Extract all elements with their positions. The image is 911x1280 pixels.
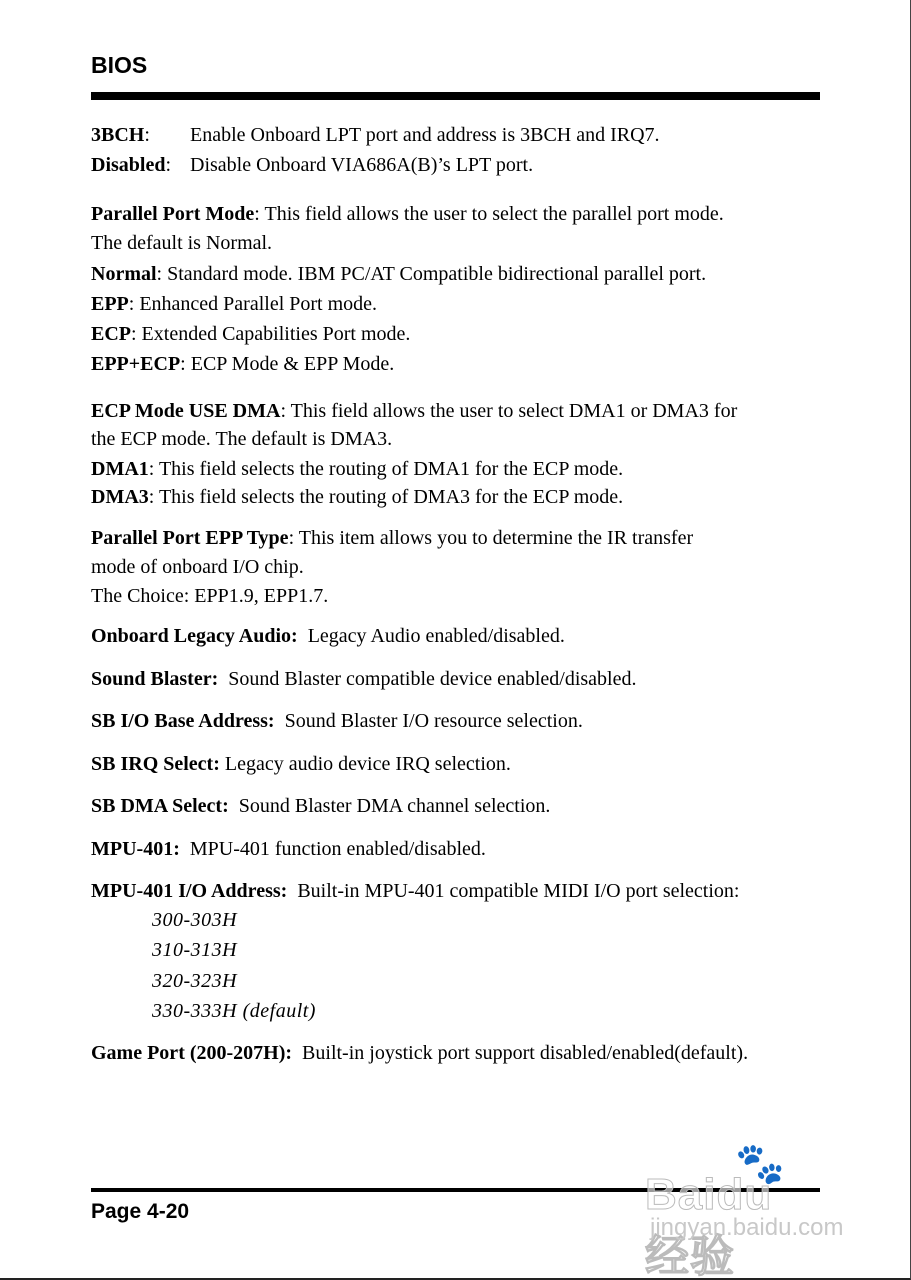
option-3bch: 3BCH: Enable Onboard LPT port and address is 3BCH and IRQ7.: [91, 124, 660, 146]
watermark-url: jingyan.baidu.com: [650, 1214, 844, 1241]
mode-epp-ecp: EPP+ECP: ECP Mode & EPP Mode.: [91, 353, 395, 375]
parallel-port-mode-default: The default is Normal.: [91, 232, 273, 254]
header-rule: [91, 92, 820, 100]
mpu-address-option: 330-333H (default): [152, 1000, 316, 1022]
watermark-brand: Baidu 经验: [645, 1170, 773, 1280]
epp-type-choice: The Choice: EPP1.9, EPP1.7.: [91, 585, 329, 607]
ecp-dma-desc: ECP Mode USE DMA: This field allows the user to select DMA1 or DMA3 for: [91, 400, 738, 422]
mpu-address-option: 320-323H: [152, 970, 238, 992]
page-number: Page 4-20: [91, 1200, 190, 1223]
mode-normal: Normal: Standard mode. IBM PC/AT Compatible bidirectional parallel port.: [91, 263, 707, 285]
page-header-title: BIOS: [91, 52, 148, 78]
paw-icon: 🐾: [735, 1142, 785, 1186]
mpu-address-option: 310-313H: [152, 939, 238, 961]
sb-dma-select: SB DMA Select: Sound Blaster DMA channel selection.: [91, 795, 551, 817]
dma3: DMA3: This field selects the routing of DMA3 for the ECP mode.: [91, 486, 624, 508]
epp-type-desc-2: mode of onboard I/O chip.: [91, 556, 304, 578]
parallel-port-mode-desc: Parallel Port Mode: This field allows the user to select the parallel port mode.: [91, 203, 724, 225]
sound-blaster: Sound Blaster: Sound Blaster compatible device enabled/disabled.: [91, 668, 637, 690]
epp-type-desc: Parallel Port EPP Type: This item allows you to determine the IR transfer: [91, 527, 694, 549]
sb-irq-select: SB IRQ Select: Legacy audio device IRQ selection.: [91, 753, 511, 775]
mpu-401-io-address: MPU-401 I/O Address: Built-in MPU-401 compatible MIDI I/O port selection:: [91, 880, 740, 902]
mpu-address-option: 300-303H: [152, 909, 238, 931]
mode-epp: EPP: Enhanced Parallel Port mode.: [91, 293, 378, 315]
game-port: Game Port (200-207H): Built-in joystick port support disabled/enabled(default).: [91, 1042, 749, 1064]
option-disabled: Disabled: Disable Onboard VIA686A(B)’s LPT port.: [91, 154, 534, 176]
mpu-401: MPU-401: MPU-401 function enabled/disabled.: [91, 838, 486, 860]
mode-ecp: ECP: Extended Capabilities Port mode.: [91, 323, 411, 345]
onboard-legacy-audio: Onboard Legacy Audio: Legacy Audio enabled/disabled.: [91, 625, 565, 647]
ecp-dma-default: the ECP mode. The default is DMA3.: [91, 428, 393, 450]
dma1: DMA1: This field selects the routing of DMA1 for the ECP mode.: [91, 458, 624, 480]
sb-io-base-address: SB I/O Base Address: Sound Blaster I/O resource selection.: [91, 710, 583, 732]
